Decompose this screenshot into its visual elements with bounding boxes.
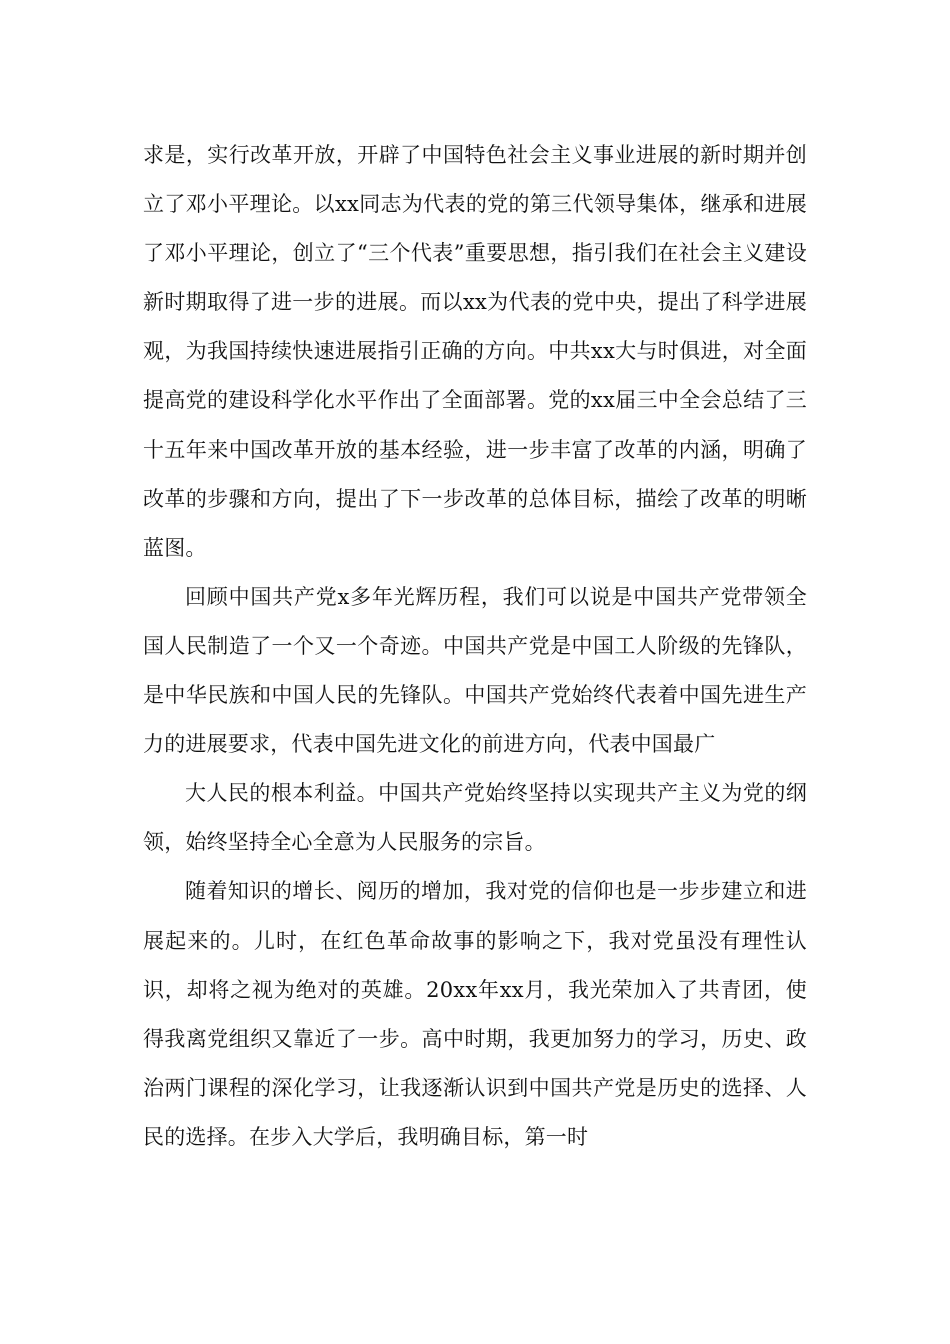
paragraph-1: 求是，实行改革开放，开辟了中国特色社会主义事业进展的新时期并创立了邓小平理论。以xx同志为代表的党的第三代领导集体，继承和进展了邓小平理论，创立了“三个代表”重要思想，指引我们在社会主义建设新时期取得了进一步的进展。而以xx为代表的党中央，提出了科学进展观，为我国持续快速进展指引正确的方向。中共xx大与时俱进，对全面提高党的建设科学化水平作出了全面部署。党的xx届三中全会总结了三十五年来中国改革开放的基本经验，进一步丰富了改革的内涵，明确了改革的步骤和方向，提出了下一步改革的总体目标，描绘了改革的明晰蓝图。 [143,143,807,560]
paragraph-2: 回顾中国共产党x多年光辉历程，我们可以说是中国共产党带领全国人民制造了一个又一个奇迹。中国共产党是中国工人阶级的先锋队，是中华民族和中国人民的先锋队。中国共产党始终代表着中国先进生产力的进展要求，代表中国先进文化的前进方向，代表中国最广 [143,584,807,757]
paragraph-3: 大人民的根本利益。中国共产党始终坚持以实现共产主义为党的纲领，始终坚持全心全意为人民服务的宗旨。 [143,781,807,855]
paragraph-4: 随着知识的增长、阅历的增加，我对党的信仰也是一步步建立和进展起来的。儿时，在红色革命故事的影响之下，我对党虽没有理性认识，却将之视为绝对的英雄。20xx年xx月，我光荣加入了共青团，使得我离党组织又靠近了一步。高中时期，我更加努力的学习，历史、政治两门课程的深化学习，让我逐渐认识到中国共产党是历史的选择、人民的选择。在步入大学后，我明确目标，第一时 [143,879,807,1149]
body-text [143,131,807,1162]
